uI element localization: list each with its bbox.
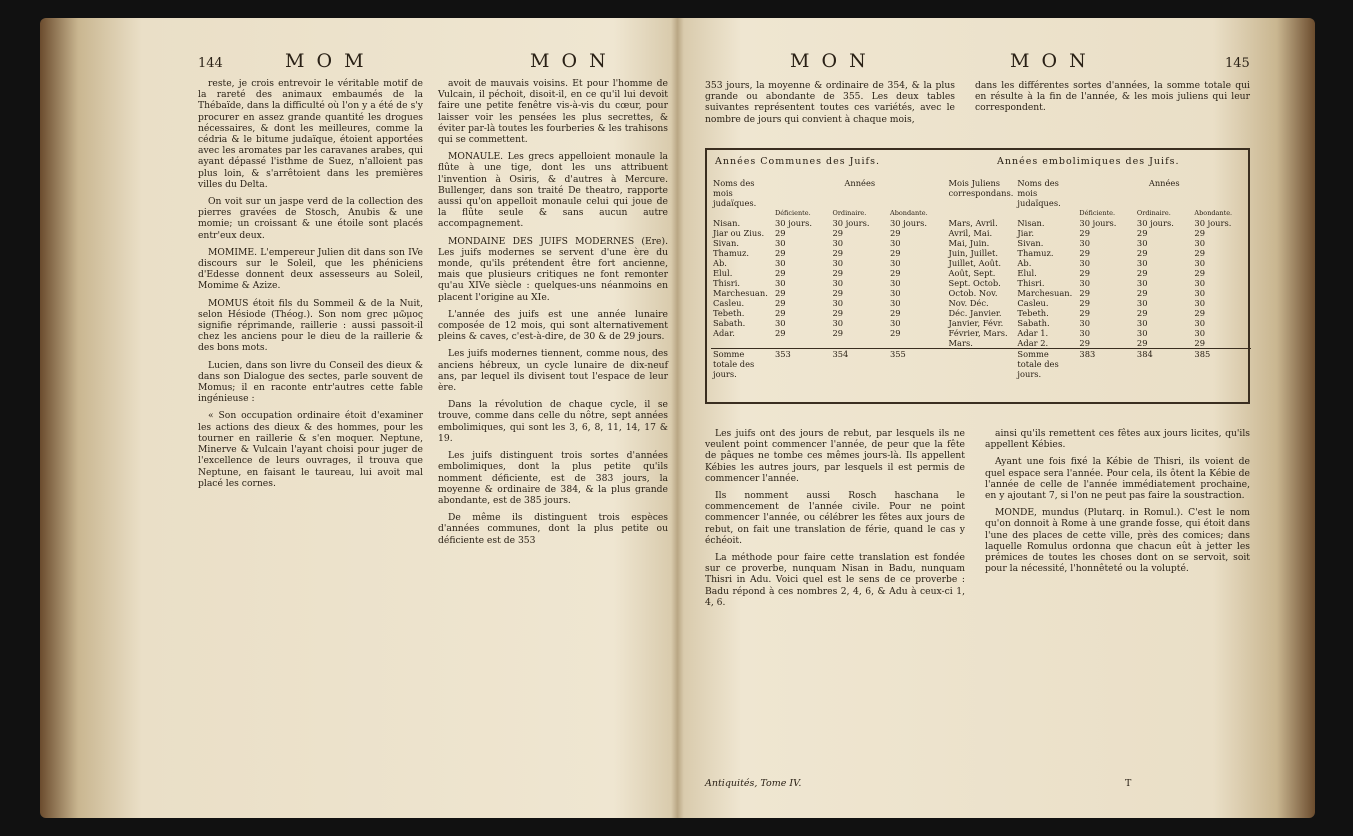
table-cell: 30 bbox=[1079, 318, 1090, 328]
table-cell: 29 bbox=[775, 268, 786, 278]
table-cell: 29 bbox=[775, 298, 786, 308]
table-row bbox=[711, 218, 1251, 228]
table-cell: 30 bbox=[1136, 328, 1148, 338]
table-cell: 30 bbox=[890, 298, 901, 308]
table-cell: 29 bbox=[832, 228, 844, 238]
col-annees-header-2: Années bbox=[1148, 178, 1180, 188]
table-row bbox=[711, 328, 1251, 338]
table-cell: Sept. Octob. bbox=[948, 278, 1001, 288]
table-cell: 29 bbox=[1136, 308, 1148, 318]
table-cell: 30 bbox=[832, 278, 844, 288]
calendar-tables bbox=[705, 148, 1250, 404]
table-cell: Sivan. bbox=[713, 238, 739, 248]
table-cell: Casleu. bbox=[1017, 298, 1049, 308]
table-cell: 30 bbox=[832, 238, 844, 248]
table-cell: Ab. bbox=[713, 258, 727, 268]
table-cell: 30 bbox=[832, 318, 844, 328]
table-cell: Mars, Avril. bbox=[948, 218, 998, 228]
table-cell: 29 bbox=[1194, 228, 1205, 238]
table-cell: 29 bbox=[890, 268, 901, 278]
paragraph: La méthode pour faire cette translation est fondée sur ce proverbe, nunquam Nisan in Badu, nunquam Thisri in Adu. Voici quel est le sens de ce proverbe : Badu répond à ces nombres 2, 4, 6, & Adu à ceux-ci 1, 4, 6. bbox=[705, 552, 965, 608]
table-cell: 30 bbox=[775, 278, 786, 288]
table-cell: 30 bbox=[1136, 238, 1148, 248]
table-cell: 30 bbox=[1079, 278, 1090, 288]
col-ord-2: Ordinaire. bbox=[1136, 209, 1171, 217]
table-cell: Thamuz. bbox=[1017, 248, 1054, 258]
calendar-table bbox=[711, 178, 1251, 379]
table-cell: Nisan. bbox=[713, 218, 741, 228]
table-cell: 29 bbox=[890, 228, 901, 238]
col-noms-header-2: Noms des mois judaïques. bbox=[1017, 178, 1061, 208]
table-cell: 30 bbox=[775, 318, 786, 328]
table-cell: Elul. bbox=[1017, 268, 1037, 278]
table-cell: 30 bbox=[775, 238, 786, 248]
col-def-2: Déficiente. bbox=[1079, 209, 1116, 217]
table-cell: Thamuz. bbox=[713, 248, 750, 258]
table-cell: Jiar. bbox=[1017, 228, 1035, 238]
paragraph: avoit de mauvais voisins. Et pour l'homme de Vulcain, il péchoit, disoit-il, en ce qu'il lui devoit faire une petite fenêtre vis-à-vis du cœur, pour laisser voir les pensées les plus secrettes, & éviter par-là toutes les fourberies & les trahisons qui se commettent. bbox=[438, 78, 668, 146]
table-cell: 30 bbox=[1136, 318, 1148, 328]
table-row bbox=[711, 258, 1251, 268]
table-cell: 30 bbox=[1194, 258, 1205, 268]
table-cell: 30 jours. bbox=[832, 218, 870, 228]
table-cell: Adar 1. bbox=[1017, 328, 1049, 338]
table-cell: Janvier, Févr. bbox=[948, 318, 1004, 328]
table-cell: Marchesuan. bbox=[713, 288, 768, 298]
table-cell: Nov. Déc. bbox=[948, 298, 989, 308]
table-cell: 30 bbox=[890, 238, 901, 248]
right-intro-right: dans les différentes sortes d'années, la somme totale qui en résulte à la fin de l'année, & les mois juliens qui leur correspondent. bbox=[975, 80, 1250, 114]
table-cell: 30 bbox=[1079, 238, 1090, 248]
table-cell: Adar. bbox=[713, 328, 735, 338]
paragraph: Ayant une fois fixé la Kébie de Thisri, ils voient de quel espace sera l'année. Pour cela, ils ôtent la Kébie de l'année de celle de l'année immédiatement prochaine, en y ajoutant 7, si l'on ne peut pas faire la soustraction. bbox=[985, 456, 1250, 502]
right-column-2 bbox=[985, 428, 1250, 580]
left-header-right: M O N bbox=[530, 50, 609, 72]
table-cell: 30 jours. bbox=[1079, 218, 1117, 228]
table-cell: Août, Sept. bbox=[948, 268, 996, 278]
table-cell: 29 bbox=[832, 248, 844, 258]
table-row bbox=[711, 318, 1251, 328]
table-cell: Mars. bbox=[948, 338, 973, 348]
table-row bbox=[711, 288, 1251, 298]
table-cell: 30 jours. bbox=[1136, 218, 1174, 228]
col-abo-2: Abondante. bbox=[1194, 209, 1233, 217]
signature-mark: T bbox=[1125, 778, 1132, 789]
table-cell: 30 bbox=[775, 258, 786, 268]
embolimic-years-title: Années embolimiques des Juifs. bbox=[997, 156, 1180, 167]
paragraph: reste, je crois entrevoir le véritable motif de la rareté des animaux embaumés de la Thébaïde, dans la difficulté où l'on y a été de s'y procurer en assez grande quantité les drogues nécessaires, & dont les meilleures, comme la cédria & le bitume judaïque, étoient apportées avec les aromates par les caravanes arabes, qui ayant dépassé l'isthme de Suez, n'alloient pas plus loin, & s'arrêtoient dans les premières villes du Delta. bbox=[198, 78, 423, 190]
table-cell: Adar 2. bbox=[1017, 338, 1049, 348]
table-cell bbox=[711, 338, 773, 349]
col-ord: Ordinaire. bbox=[832, 209, 867, 217]
left-header-left: M O M bbox=[285, 50, 367, 72]
table-row bbox=[711, 228, 1251, 238]
right-page-number: 145 bbox=[1225, 56, 1250, 71]
left-column-2 bbox=[438, 78, 668, 552]
table-cell: 30 bbox=[1194, 328, 1205, 338]
right-column-1 bbox=[705, 428, 965, 614]
right-header-left: M O N bbox=[790, 50, 869, 72]
table-cell: 30 bbox=[1136, 298, 1148, 308]
col-def: Déficiente. bbox=[775, 209, 811, 217]
table-cell: 29 bbox=[1136, 228, 1148, 238]
table-cell: Février, Mars. bbox=[948, 328, 1008, 338]
table-cell: Thisri. bbox=[713, 278, 741, 288]
table-cell: 29 bbox=[832, 288, 844, 298]
table-cell: 29 bbox=[1136, 268, 1148, 278]
col-abo: Abondante. bbox=[890, 209, 928, 217]
table-cell: 29 bbox=[832, 268, 844, 278]
footer-volume: Antiquités, Tome IV. bbox=[705, 778, 802, 789]
paragraph: Les juifs ont des jours de rebut, par lesquels ils ne veulent point commencer l'année, de peur que la fête de pâques ne tombe ces mêmes jours-là. Ils appellent Kébies les autres jours, par lesquels il est permis de commencer l'année. bbox=[705, 428, 965, 484]
table-cell: 30 bbox=[890, 258, 901, 268]
table-cell: 30 bbox=[1136, 258, 1148, 268]
table-cell: 29 bbox=[1079, 338, 1090, 348]
table-cell: 30 bbox=[1194, 278, 1205, 288]
right-header-right: M O N bbox=[1010, 50, 1089, 72]
table-cell: 30 bbox=[1079, 328, 1090, 338]
table-cell: Ab. bbox=[1017, 258, 1032, 268]
table-cell: 30 jours. bbox=[1194, 218, 1232, 228]
table-cell bbox=[773, 338, 831, 349]
sum-emb-ord: 384 bbox=[1136, 349, 1153, 359]
paragraph: ainsi qu'ils remettent ces fêtes aux jours licites, qu'ils appellent Kébies. bbox=[985, 428, 1250, 451]
table-cell: Tebeth. bbox=[1017, 308, 1049, 318]
table-cell: 29 bbox=[890, 248, 901, 258]
table-cell: Jiar ou Zius. bbox=[713, 228, 765, 238]
table-cell: 30 bbox=[1194, 288, 1205, 298]
table-cell: 29 bbox=[775, 248, 786, 258]
table-row bbox=[711, 248, 1251, 258]
table-cell: 29 bbox=[775, 288, 786, 298]
table-row bbox=[711, 298, 1251, 308]
sum-emb-abo: 385 bbox=[1194, 349, 1211, 359]
table-row bbox=[711, 338, 1251, 349]
table-cell: 30 jours. bbox=[890, 218, 927, 228]
sum-emb-def: 383 bbox=[1079, 349, 1096, 359]
table-cell: 30 bbox=[1194, 238, 1205, 248]
common-years-title: Années Communes des Juifs. bbox=[715, 156, 880, 167]
paragraph: Ils nomment aussi Rosch haschana le commencement de l'année civile. Pour ne point commencer l'année, ou célébrer les fêtes aux jours de rebut, on fait une translation de férie, quand le cas y échéoit. bbox=[705, 490, 965, 546]
table-cell: 30 jours. bbox=[775, 218, 812, 228]
table-cell: Tebeth. bbox=[713, 308, 745, 318]
table-cell: Thisri. bbox=[1017, 278, 1045, 288]
table-cell: 30 bbox=[890, 318, 901, 328]
table-row bbox=[711, 268, 1251, 278]
table-cell: Casleu. bbox=[713, 298, 745, 308]
table-row bbox=[711, 238, 1251, 248]
table-cell: 29 bbox=[1079, 248, 1090, 258]
table-cell: 29 bbox=[832, 308, 844, 318]
table-row bbox=[711, 308, 1251, 318]
table-cell: Octob. Nov. bbox=[948, 288, 998, 298]
sum-label: Somme totale des jours. bbox=[713, 349, 755, 379]
table-cell: 29 bbox=[1136, 338, 1148, 348]
left-page-number: 144 bbox=[198, 56, 223, 71]
table-cell: 29 bbox=[1194, 308, 1205, 318]
sum-label-2: Somme totale des jours. bbox=[1017, 349, 1059, 379]
table-cell: Nisan. bbox=[1017, 218, 1045, 228]
sum-common-abo: 355 bbox=[890, 349, 906, 359]
paragraph: Les juifs distinguent trois sortes d'années embolimiques, dont la plus petite qu'ils nomment déficiente, est de 383 jours, la moyenne & ordinaire de 384, & la plus grande abondante, est de 385 jours. bbox=[438, 450, 668, 506]
table-cell: Marchesuan. bbox=[1017, 288, 1073, 298]
right-intro-left: 353 jours, la moyenne & ordinaire de 354, & la plus grande ou abondante de 355. Les deux tables suivantes représentent toutes ces variétés, avec le nombre de jours qui convient à chaque mois, bbox=[705, 80, 955, 125]
paragraph: On voit sur un jaspe verd de la collection des pierres gravées de Stosch, Anubis & une momie; un croissant & une étoile sont placés entr'eux deux. bbox=[198, 196, 423, 241]
table-cell: 30 bbox=[832, 258, 844, 268]
table-cell: 29 bbox=[890, 308, 901, 318]
sum-common-def: 353 bbox=[775, 349, 791, 359]
table-cell: 29 bbox=[775, 308, 786, 318]
table-cell: 29 bbox=[1079, 268, 1090, 278]
table-cell: Elul. bbox=[713, 268, 733, 278]
table-cell: Juin, Juillet. bbox=[948, 248, 998, 258]
paragraph: Les juifs modernes tiennent, comme nous, des anciens hébreux, un cycle lunaire de dix-neuf ans, par lequel ils divisent tout l'espace de leur ère. bbox=[438, 348, 668, 394]
paragraph: MONDE, mundus (Plutarq. in Romul.). C'est le nom qu'on donnoit à Rome à une grande fosse, qui étoit dans l'une des places de cette ville, près des comices; dans laquelle Romulus ordonna que chacun eût à jetter les prémices de toutes les choses dont on se servoit, soit pour la nécessité, l'honnêteté ou la volupté. bbox=[985, 507, 1250, 575]
table-cell: 30 bbox=[890, 278, 901, 288]
table-cell: 30 bbox=[1136, 278, 1148, 288]
table-cell: 30 bbox=[1194, 298, 1205, 308]
table-cell: Sabath. bbox=[1017, 318, 1050, 328]
table-cell: 29 bbox=[890, 328, 901, 338]
paragraph: Lucien, dans son livre du Conseil des dieux & dans son Dialogue des sectes, parle souvent de Momus; il en raconte entr'autres cette fable ingénieuse : bbox=[198, 359, 423, 405]
table-cell: 29 bbox=[1136, 248, 1148, 258]
table-cell: Juillet, Août. bbox=[948, 258, 1001, 268]
paragraph: MONAULE. Les grecs appelloient monaule la flûte à une tige, dont les uns attribuent l'invention à Osiris, & d'autres à Mercure. Bullenger, dans son traité De theatro, rapporte aussi qu'on appelloit monaule celui qui joue de la flûte seule & sans aucun autre accompagnement. bbox=[438, 151, 668, 230]
table-cell: Déc. Janvier. bbox=[948, 308, 1002, 318]
paragraph: MOMIME. L'empereur Julien dit dans son IVe discours sur le Soleil, que les phéniciens d'Edesse donnent deux assesseurs au Soleil, Momime & Azize. bbox=[198, 246, 423, 292]
table-cell bbox=[831, 338, 889, 349]
col-noms-header: Noms des mois judaïques. bbox=[713, 178, 757, 208]
col-annees-header: Années bbox=[844, 178, 876, 188]
paragraph: MONDAINE DES JUIFS MODERNES (Ere). Les juifs modernes se servent d'une ère du monde, qu'ils prétendent être fort ancienne, mais que plusieurs critiques ne font remonter qu'au XIVe siècle : quelques-uns néanmoins en placent l'origine au XIe. bbox=[438, 235, 668, 303]
paragraph: « Son occupation ordinaire étoit d'examiner les actions des dieux & des hommes, pour les tourner en raillerie & s'en moquer. Neptune, Minerve & Vulcain l'ayant choisi pour juger de l'excellence de leurs ouvrages, il trouva que Neptune, en faisant le taureau, lui avoit mal placé les cornes. bbox=[198, 410, 423, 489]
table-cell: 29 bbox=[1079, 308, 1090, 318]
table-cell: 29 bbox=[1194, 268, 1205, 278]
left-column-1 bbox=[198, 78, 423, 495]
table-cell: Sivan. bbox=[1017, 238, 1044, 248]
table-cell: 29 bbox=[1194, 338, 1205, 348]
table-cell: Avril, Mai. bbox=[948, 228, 993, 238]
paragraph: Dans la révolution de chaque cycle, il se trouve, comme dans celle du nôtre, sept années embolimiques, qui sont les 3, 6, 8, 11, 14, 17 & 19. bbox=[438, 399, 668, 444]
table-cell: 29 bbox=[775, 228, 786, 238]
table-cell: 29 bbox=[1136, 288, 1148, 298]
table-cell: 29 bbox=[1079, 298, 1090, 308]
table-cell: Mai, Juin. bbox=[948, 238, 990, 248]
table-cell: 29 bbox=[1079, 228, 1090, 238]
table-cell: 29 bbox=[1194, 248, 1205, 258]
table-cell: 30 bbox=[1194, 318, 1205, 328]
table-cell: 30 bbox=[890, 288, 901, 298]
table-cell: 30 bbox=[832, 298, 844, 308]
table-cell: 30 bbox=[1079, 258, 1090, 268]
table-cell: Sabath. bbox=[713, 318, 746, 328]
table-cell: 29 bbox=[775, 328, 786, 338]
table-cell: 29 bbox=[832, 328, 844, 338]
table-row bbox=[711, 278, 1251, 288]
table-cell bbox=[888, 338, 947, 349]
paragraph: De même ils distinguent trois espèces d'années communes, dont la plus petite ou déficiente est de 353 bbox=[438, 512, 668, 546]
sum-common-ord: 354 bbox=[832, 349, 849, 359]
paragraph: MOMUS étoit fils du Sommeil & de la Nuit, selon Hésiode (Théog.). Son nom grec μῶμος signifie réprimande, raillerie : aussi passoit-il chez les anciens pour le dieu de la raillerie & des bons mots. bbox=[198, 297, 423, 354]
table-cell: 29 bbox=[1079, 288, 1090, 298]
col-julien-header: Mois Juliens correspondans. bbox=[948, 178, 1014, 198]
paragraph: L'année des juifs est une année lunaire composée de 12 mois, qui sont alternativement pleins & caves, c'est-à-dire, de 30 & de 29 jours. bbox=[438, 308, 668, 343]
